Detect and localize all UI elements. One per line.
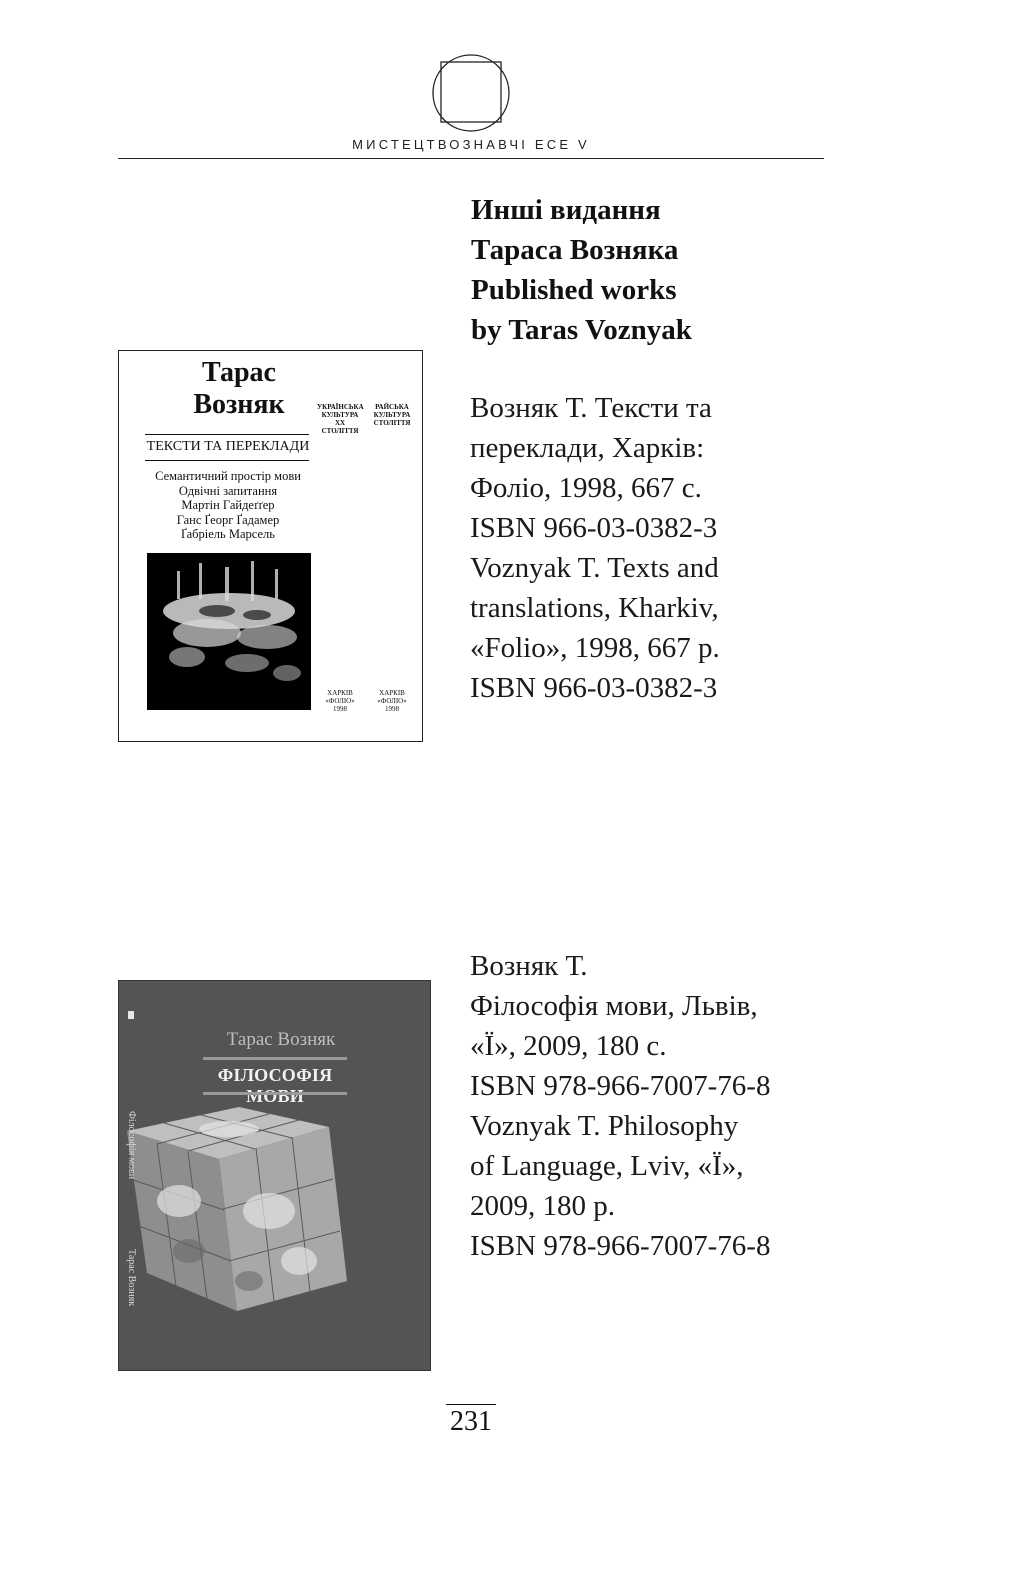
entry-line: Voznyak T. Texts and: [470, 552, 719, 584]
cover-spine-author: Тарас Возняк: [126, 1249, 137, 1307]
imprint-line: «ФОЛІО»: [377, 697, 407, 705]
cover-contents: [143, 469, 313, 542]
cover-author-line: Тарас: [202, 357, 276, 388]
entry-line: ISBN 978-966-7007-76-8: [470, 1070, 771, 1102]
series-line: РАЙСЬКА: [375, 403, 409, 411]
series-line: СТОЛІТТЯ: [373, 419, 411, 427]
imprint-line: ХАРКІВ: [327, 689, 353, 697]
contents-line: Одвічні запитання: [178, 483, 278, 498]
entry-line: Возняк Т. Тексти та: [470, 392, 712, 424]
entry-line: Возняк Т.: [470, 950, 588, 982]
series-line: XX СТОЛІТТЯ: [321, 419, 359, 435]
book-cover-philosophy-of-language: [118, 980, 431, 1371]
heading-line: Тараса Возняка: [471, 234, 679, 266]
series-line: КУЛЬТУРА: [321, 411, 359, 419]
circle-square-icon: [430, 50, 512, 140]
contents-line: Семантичний простір мови: [155, 469, 301, 483]
cover-spine-title: Філософія мови: [126, 1111, 137, 1180]
cover-rule: [203, 1092, 347, 1095]
entry-line: Фоліо, 1998, 667 с.: [470, 472, 702, 504]
contents-line: Мартін Гайдеґґер: [181, 498, 275, 512]
cover-imprint: [369, 689, 415, 713]
entry-line: переклади, Харків:: [470, 432, 705, 464]
cover-author-line: Возняк: [193, 389, 285, 420]
section-heading: [471, 190, 692, 350]
cover-title: ФІЛОСОФІЯ МОВИ: [217, 1065, 333, 1106]
cover-imprint: [317, 689, 363, 713]
cover-rule: [203, 1057, 347, 1060]
cover-artwork: [147, 553, 311, 710]
entry-line: Філософія мови, Львів,: [470, 990, 758, 1022]
running-head: МИСТЕЦТВОЗНАВЧІ ЕСЕ V: [352, 137, 590, 152]
cover-author: Тарас Возняк: [226, 1029, 336, 1050]
cover-subtitle: ТЕКСТИ ТА ПЕРЕКЛАДИ: [146, 439, 310, 454]
series-line: КУЛЬТУРА: [373, 411, 411, 419]
publisher-mark-icon: [128, 1011, 134, 1019]
imprint-line: ХАРКІВ: [379, 689, 405, 697]
cover-rule: [145, 434, 309, 435]
entry-line: of Language, Lviv, «Ї»,: [470, 1150, 744, 1182]
entry-line: ISBN 966-03-0382-3: [470, 672, 718, 704]
cover-rule: [145, 460, 309, 461]
entry-line: Voznyak T. Philosophy: [470, 1110, 739, 1142]
cover-series-label: [369, 403, 415, 427]
imprint-line: 1998: [385, 705, 399, 713]
heading-line: Инші видання: [471, 194, 661, 226]
entry-line: ISBN 966-03-0382-3: [470, 512, 718, 544]
entry-line: 2009, 180 p.: [470, 1190, 615, 1222]
page-number: 231: [446, 1404, 496, 1439]
heading-line: Published works: [471, 274, 677, 306]
contents-line: Ґабріель Марсель: [181, 527, 275, 541]
heading-line: by Taras Voznyak: [471, 314, 692, 346]
cover-series-label: [317, 403, 363, 435]
series-line: УКРАЇНСЬКА: [317, 403, 364, 411]
header-rule: [118, 158, 824, 159]
entry-line: translations, Kharkiv,: [470, 592, 719, 624]
bibliography-entry: [470, 388, 720, 708]
book-cover-texts-and-translations: [118, 350, 423, 742]
imprint-line: «ФОЛІО»: [325, 697, 355, 705]
imprint-line: 1998: [333, 705, 347, 713]
entry-line: «Ї», 2009, 180 с.: [470, 1030, 667, 1062]
contents-line: Ганс Ґеорг Ґадамер: [176, 512, 280, 527]
bibliography-entry: [470, 946, 770, 1266]
entry-line: «Folio», 1998, 667 p.: [470, 632, 720, 664]
cover-author: [169, 357, 309, 421]
entry-line: ISBN 978-966-7007-76-8: [470, 1230, 771, 1262]
